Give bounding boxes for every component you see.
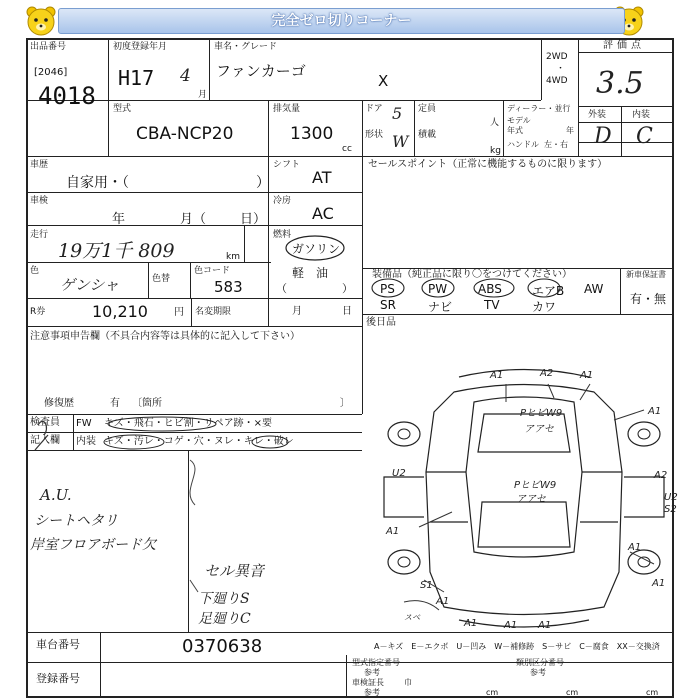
divider	[26, 156, 674, 157]
handwritten-note: A.U.	[40, 486, 72, 504]
bear-mascot-icon	[24, 4, 58, 38]
cert-length-label: 車検証長	[352, 678, 384, 687]
mileage-label: 走行	[30, 230, 49, 240]
circle-mark	[370, 276, 580, 298]
divider	[108, 38, 109, 156]
dealer-model-label: モデル	[507, 116, 531, 125]
first-registration-month: 4	[180, 66, 191, 86]
damage-mark: U2	[664, 492, 678, 503]
interior-damage-options: キズ・汚レ・コゲ・穴・ヌレ・キレ・破レ	[104, 436, 294, 447]
reference-label: 参考	[364, 668, 380, 677]
damage-mark: S1	[420, 580, 433, 591]
inspector-entry-label: 記入欄	[30, 435, 60, 446]
mileage-unit: km	[226, 252, 240, 262]
equipment-airbag: エアB	[532, 284, 565, 298]
repair-location-close: 〕	[340, 398, 350, 409]
capacity-unit: 人	[490, 118, 500, 128]
model-code: CBA-NCP20	[136, 124, 234, 144]
color-value: ゲンシャ	[60, 276, 120, 294]
divider	[621, 106, 622, 156]
divider	[362, 314, 674, 315]
divider	[578, 52, 674, 53]
registration-number-label: 登録番号	[36, 672, 80, 685]
lot-number: 4018	[38, 82, 96, 110]
equipment-ps: PS	[380, 282, 395, 296]
car-grade: X	[378, 72, 389, 90]
equipment-leather: カワ	[532, 300, 557, 314]
cm-unit: cm	[646, 688, 659, 697]
equipment-pw: PW	[428, 282, 448, 296]
type-designation-label: 型式指定番号	[352, 658, 400, 667]
lower-note: 下廻りS	[198, 591, 250, 607]
selling-points-label: セールスポイント（正常に機能するものに限ります）	[368, 159, 608, 170]
damage-mark: U2	[392, 468, 406, 479]
chassis-number: 0370638	[182, 636, 263, 657]
history-close: ）	[256, 175, 270, 191]
divider	[346, 655, 347, 698]
fuel-paren-open: （	[276, 282, 287, 295]
dealer-label: ディーラー・並行	[507, 104, 571, 113]
doors-value: 5	[392, 104, 403, 123]
repair-history-value: 有	[110, 398, 120, 409]
car-name: ファンカーゴ	[216, 62, 306, 80]
inspection-year-unit: 年	[112, 212, 126, 227]
inspection-month-unit: 月（	[180, 212, 207, 227]
color-label: 色	[30, 266, 40, 276]
ac-label: 冷房	[273, 196, 292, 206]
history-label: 車歴	[30, 160, 49, 170]
inspection-label: 車検	[30, 196, 49, 206]
divider	[190, 262, 191, 298]
mileage-value: 19万1千 809	[58, 240, 175, 262]
color-code-value: 583	[214, 278, 243, 296]
width-label: 巾	[404, 678, 412, 687]
damage-mark: A1	[648, 406, 662, 417]
drive-2wd: 2WD	[546, 52, 568, 62]
displacement-label: 排気量	[273, 104, 301, 114]
fw-damage-options: キズ・飛石・ヒビ割・リペア跡・×要	[104, 418, 272, 429]
fuel-paren-close: ）	[342, 282, 353, 295]
damage-mark: A2	[654, 470, 668, 481]
divider	[26, 100, 541, 101]
history-value: 自家用・（	[66, 175, 129, 191]
damage-mark: A1	[386, 526, 400, 537]
later-date-label: 後日品	[366, 317, 396, 328]
dealer-year-unit: 年	[566, 126, 574, 135]
divider	[268, 100, 269, 326]
fuel-diesel: 軽 油	[292, 266, 329, 280]
damage-mark: A1	[538, 620, 552, 631]
name-change-day: 日	[342, 306, 352, 317]
lot-number-label: 出品番号	[30, 42, 67, 52]
damage-mark: S2	[664, 504, 677, 515]
reference-label: 参考	[364, 688, 380, 697]
recycle-unit: 円	[174, 307, 184, 318]
divider	[100, 632, 101, 698]
name-change-label: 名変期限	[195, 307, 232, 317]
handwriting-strokes	[30, 330, 360, 600]
lower-note: セル異音	[204, 562, 265, 580]
color-code-label: 色コード	[194, 266, 231, 276]
drive-4wd: 4WD	[546, 76, 568, 86]
interior-tag: 内装	[76, 436, 96, 447]
damage-legend: A－キズ E－エクボ U－凹み W－補修跡 S－サビ C－腐食 XX－交換済	[374, 642, 660, 651]
damage-mark: A2	[540, 368, 554, 379]
divider	[578, 38, 579, 156]
lower-note: 足廻りC	[198, 611, 251, 627]
divider	[26, 326, 362, 327]
divider	[503, 100, 504, 156]
load-label: 積載	[418, 130, 437, 140]
class-number-label: 類別区分番号	[516, 658, 564, 667]
inspection-day-unit: 日）	[240, 212, 267, 227]
car-damage-diagram	[364, 352, 678, 632]
cm-unit: cm	[486, 688, 499, 697]
interior-label: 内装	[632, 110, 651, 120]
notes-label: 注意事項申告欄（不具合内容等は具体的に記入して下さい）	[30, 331, 300, 342]
equipment-aw: AW	[584, 282, 604, 296]
warranty-label: 新車保証書	[626, 270, 666, 279]
displacement-value: 1300	[290, 124, 334, 144]
warranty-value: 有・無	[630, 292, 667, 306]
model-label: 型式	[113, 104, 132, 114]
divider	[191, 298, 192, 326]
dealer-year-label: 年式	[507, 126, 523, 135]
exterior-label: 外装	[588, 110, 607, 120]
shift-value: AT	[312, 168, 332, 187]
damage-mark: PヒビW9	[520, 408, 563, 419]
divider	[244, 225, 245, 262]
cm-unit: cm	[566, 688, 579, 697]
first-registration-year: H17	[118, 66, 155, 90]
damage-mark: A1	[628, 542, 642, 553]
ac-value: AC	[312, 204, 334, 223]
repair-history-label: 修復歴	[44, 398, 74, 409]
shape-value: W	[392, 132, 409, 151]
equipment-tv: TV	[484, 298, 500, 312]
inspector-label: 検査員	[30, 417, 60, 428]
car-name-label: 車名・グレード	[214, 42, 278, 52]
displacement-unit: cc	[342, 144, 352, 154]
handwritten-note: シートヘタリ	[34, 513, 118, 529]
damage-mark: A1	[436, 596, 450, 607]
divider	[26, 298, 362, 299]
handle-value: 左・右	[544, 140, 568, 149]
divider	[578, 142, 674, 143]
recycle-label: R券	[30, 307, 46, 317]
interior-grade: C	[636, 124, 653, 149]
divider	[414, 100, 415, 156]
load-unit: kg	[490, 146, 501, 156]
damage-mark: A1	[490, 370, 504, 381]
shift-label: シフト	[273, 160, 301, 170]
repair-location-bracket: 〔箇所	[132, 398, 162, 409]
fuel-gasoline: ガソリン	[292, 242, 341, 256]
divider	[620, 268, 621, 314]
lot-sub-number: [2046]	[34, 67, 68, 78]
name-change-month: 月	[292, 306, 302, 317]
damage-mark: A1	[580, 370, 594, 381]
fuel-label: 燃料	[273, 230, 292, 240]
divider	[26, 632, 674, 633]
circle-mark	[284, 233, 346, 263]
doors-label: ドア	[365, 104, 383, 114]
capacity-label: 定員	[418, 104, 437, 114]
exterior-grade: D	[594, 124, 612, 149]
damage-mark: アアセ	[524, 424, 554, 435]
score-value: 3.5	[596, 66, 644, 101]
color-change-label: 色替	[152, 274, 171, 284]
equipment-abs: ABS	[478, 282, 502, 296]
fw-tag: FW	[76, 418, 92, 429]
damage-mark: アアセ	[516, 494, 546, 505]
first-registration-label: 初度登録年月	[113, 42, 168, 52]
score-label: 評価点	[603, 40, 645, 51]
divider	[26, 662, 674, 663]
reference-label: 参考	[530, 668, 546, 677]
divider	[578, 106, 674, 107]
handle-label: ハンドル	[507, 140, 539, 149]
month-unit: 月	[198, 90, 208, 100]
drive-dot: ・	[556, 64, 566, 74]
divider	[209, 38, 210, 100]
damage-mark: A1	[464, 618, 478, 629]
divider	[26, 192, 362, 193]
equipment-sr: SR	[380, 298, 396, 312]
damage-mark: スベ	[404, 613, 420, 622]
equipment-label: 装備品（純正品に限り〇をつけてください）	[372, 269, 572, 280]
damage-mark: A1	[652, 578, 666, 589]
recycle-value: 10,210	[92, 302, 148, 321]
divider	[578, 122, 674, 123]
chassis-number-label: 車台番号	[36, 638, 80, 651]
damage-mark: A1	[504, 620, 518, 631]
damage-mark: PヒビW9	[514, 480, 557, 491]
page-title: 完全ゼロ切りコーナー	[58, 8, 625, 34]
shape-label: 形状	[365, 130, 384, 140]
equipment-navi: ナビ	[428, 300, 453, 314]
divider	[541, 38, 542, 100]
divider	[148, 262, 149, 298]
handwritten-note: 岸室フロアボード欠	[30, 537, 156, 553]
divider	[362, 100, 363, 414]
